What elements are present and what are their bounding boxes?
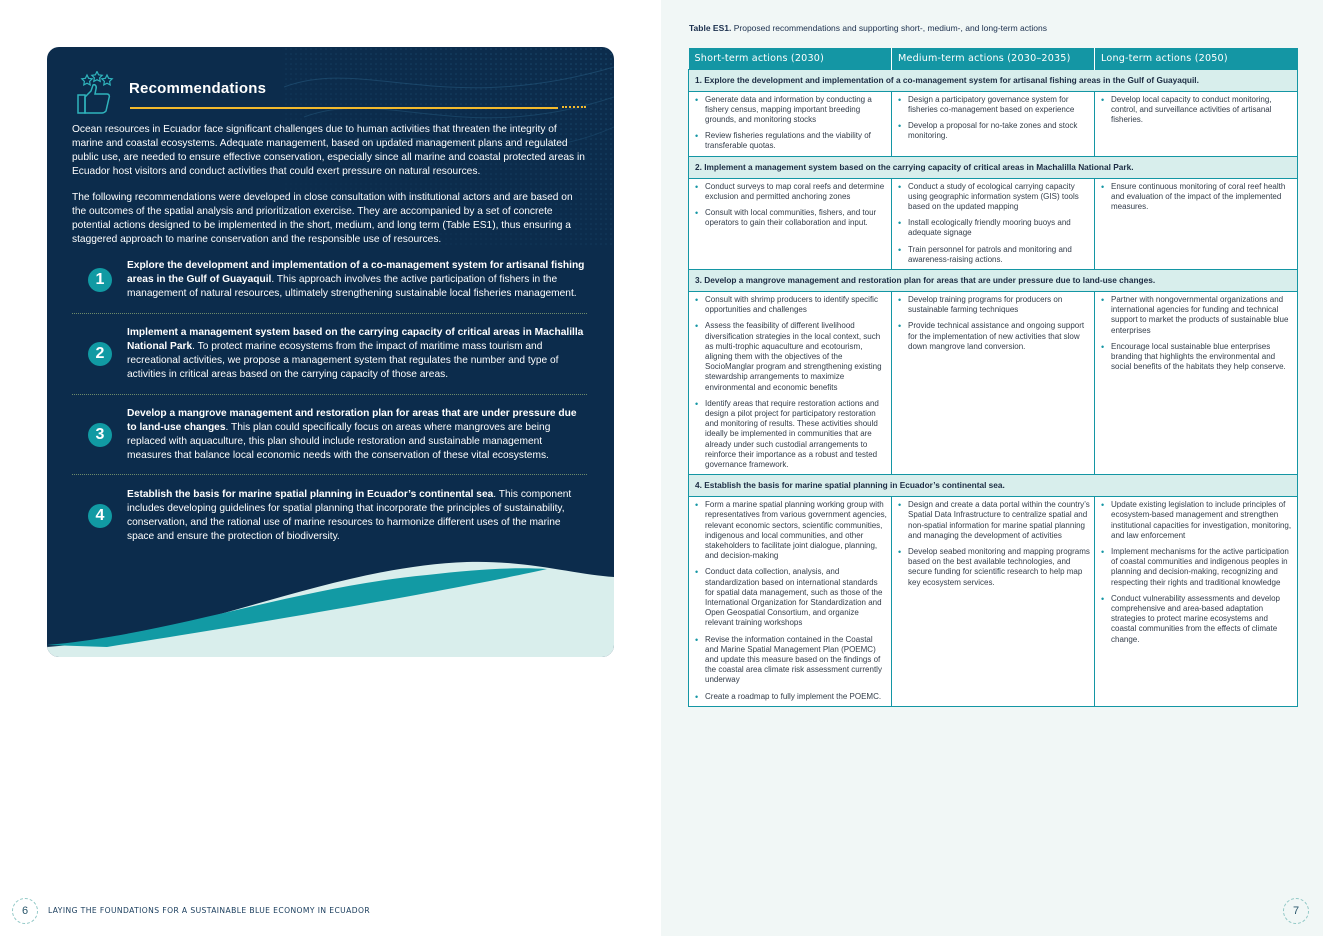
action-item: • Design a participatory governance system for fisheries co-management based on experience [898, 95, 1090, 115]
page-number-left: 6 [12, 898, 38, 924]
medium-term-cell [892, 291, 1095, 474]
action-item: • Encourage local sustainable blue enterprises branding that highlights the environmental and social benefits of the habitats they help conserve. [1101, 342, 1293, 373]
recommendation-rest: . To protect marine ecosystems from the impact of maritime mass tourism and recreational activities, we propose a management system that regulates the number and type of activities in critical areas based on the carrying capacity of those areas. [127, 341, 559, 380]
recommendations-title: Recommendations [129, 80, 267, 97]
action-item: • Conduct vulnerability assessments and develop comprehensive and area-based adaptation strategies to protect marine ecosystems and coastal communities from the effects of climate change. [1101, 594, 1293, 645]
number-badge: 1 [88, 268, 112, 292]
action-list [695, 295, 887, 470]
action-item: • Create a roadmap to fully implement the POEMC. [695, 692, 887, 702]
action-item: • Consult with shrimp producers to identify specific opportunities and challenges [695, 295, 887, 315]
short-term-cell [689, 291, 892, 474]
recommendation-text [127, 488, 587, 544]
actions-row [689, 178, 1298, 269]
table-header-row [689, 48, 1298, 69]
action-item: • Identify areas that require restoration actions and design a pilot project for participatory restoration and monitoring of results. These activities should ideally be implemented in communities that are already under such custodial arrangements to reinforce their importance as a robust and tested governance framework. [695, 399, 887, 470]
header-short-term: Short-term actions (2030) [689, 48, 892, 69]
action-item: • Review fisheries regulations and the viability of transferable quotas. [695, 131, 887, 151]
action-item: • Form a marine spatial planning working group with representatives from various government agencies, relevant economic sectors, scientific communities, indigenous and local communities, and other stakeholders to facilitate joint dialogue, planning, and decision-making [695, 500, 887, 561]
medium-term-cell [892, 497, 1095, 707]
short-term-cell [689, 178, 892, 269]
section-title: 2. Implement a management system based on the carrying capacity of critical areas in Machalilla National Park. [689, 156, 1298, 178]
action-list [695, 500, 887, 702]
wave-decoration [47, 557, 614, 657]
recommendation-rest: . This component includes developing guidelines for spatial planning that incorporate the principles of sustainability, conservation, and the rational use of marine resources to harmonize different uses of the marine space and ensure the protection of biodiversity. [127, 489, 572, 542]
title-underline-dots [562, 106, 586, 109]
medium-term-cell [892, 178, 1095, 269]
actions-row [689, 291, 1298, 474]
recommendation-bold: Establish the basis for marine spatial planning in Ecuador’s continental sea [127, 489, 494, 500]
long-term-cell [1095, 291, 1298, 474]
long-term-cell [1095, 91, 1298, 156]
table-caption-label: Table ES1. [689, 23, 732, 33]
action-item: • Install ecologically friendly mooring buoys and adequate signage [898, 218, 1090, 238]
recommendation-text [127, 259, 587, 301]
action-list [695, 95, 887, 152]
action-list [695, 182, 887, 229]
action-item: • Implement mechanisms for the active participation of coastal communities and indigenous peoples in planning and decision-making, recognizing and respecting their rights and traditional knowledge [1101, 547, 1293, 588]
section-title: 1. Explore the development and implementation of a co-management system for artisanal fishing areas in the Gulf of Guayaquil. [689, 69, 1298, 91]
action-item: • Ensure continuous monitoring of coral reef health and evaluation of the impact of the implemented measures. [1101, 182, 1293, 213]
recommendation-rest: . This plan could specifically focus on areas where mangroves are being replaced with aquaculture, this plan should include restoration and sustainable management measures that balance local economic needs with the conservation of these vital ecosystems. [127, 422, 551, 461]
action-item: • Update existing legislation to include principles of ecosystem-based management and strengthen institutional capacities for investigation, monitoring, and law enforcement [1101, 500, 1293, 541]
long-term-cell [1095, 178, 1298, 269]
action-list [898, 95, 1090, 142]
section-title: 4. Establish the basis for marine spatial planning in Ecuador’s continental sea. [689, 475, 1298, 497]
section-title: 3. Develop a mangrove management and restoration plan for areas that are under pressure due to land-use changes. [689, 269, 1298, 291]
intro-paragraph: The following recommendations were developed in close consultation with institutional actors and are based on the outcomes of the spatial analysis and prioritization exercise. They are accompanied by a set of concrete potential actions designed to be implemented in the short, medium, and long term (Table ES1), thus ensuring a staggered approach to marine conservation and the responsible use of resources. [72, 192, 573, 245]
footer-title: LAYING THE FOUNDATIONS FOR A SUSTAINABLE BLUE ECONOMY IN ECUADOR [48, 906, 371, 915]
actions-row [689, 497, 1298, 707]
action-item: • Develop seabed monitoring and mapping programs based on the best available technologies, and secure funding for scientific research to help map key ecosystem services. [898, 547, 1090, 588]
action-list [1101, 500, 1293, 645]
action-item: • Develop local capacity to conduct monitoring, control, and surveillance activities of artisanal fisheries. [1101, 95, 1293, 126]
header-medium-term: Medium-term actions (2030–2035) [892, 48, 1095, 69]
recommendation-bold: Develop a mangrove management and restoration plan for areas that are under pressure due to land-use changes [127, 408, 577, 433]
item-divider [72, 474, 587, 475]
item-divider [72, 313, 587, 314]
recommendation-bold: Explore the development and implementation of a co-management system for artisanal fishing areas in the Gulf of Guayaquil [127, 260, 585, 285]
actions-row [689, 91, 1298, 156]
table-caption [689, 23, 1047, 33]
actions-table [688, 48, 1298, 707]
action-item: • Consult with local communities, fishers, and tour operators to gain their collaboration and input. [695, 208, 887, 228]
action-item: • Revise the information contained in the Coastal and Marine Spatial Management Plan (POEMC) and update this measure based on the findings of the coastal area climate risk assessment currently underway [695, 635, 887, 686]
action-item: • Conduct surveys to map coral reefs and determine exclusion and permitted anchoring zones [695, 182, 887, 202]
table-body [689, 69, 1298, 706]
recommendation-rest: . This approach involves the active participation of fishers in the management of natural resources, ultimately strengthening sustainable local fisheries management. [127, 274, 577, 299]
recommendations-intro [72, 123, 587, 259]
action-item: • Provide technical assistance and ongoing support for the implementation of new activities that slow down mangrove land conversion. [898, 321, 1090, 352]
table-caption-text: Proposed recommendations and supporting short-, medium-, and long-term actions [731, 23, 1047, 33]
action-list [1101, 182, 1293, 213]
page-number-right: 7 [1283, 898, 1309, 924]
number-badge: 4 [88, 504, 112, 528]
short-term-cell [689, 91, 892, 156]
action-item: • Partner with nongovernmental organizations and international agencies for funding and technical support to market the products of sustainable blue enterprises [1101, 295, 1293, 336]
action-item: • Train personnel for patrols and monitoring and awareness-raising actions. [898, 245, 1090, 265]
action-list [898, 500, 1090, 588]
intro-paragraph: Ocean resources in Ecuador face significant challenges due to human activities that threaten the integrity of marine and coastal ecosystems. Adequate management, based on updated management plans and regulated public use, are needed to ensure effective conservation, especially since all marine and coastal protected areas in Ecuador host visitors and conduct activities that could exert pressure on natural resources. [72, 124, 585, 177]
number-badge: 2 [88, 342, 112, 366]
number-badge: 3 [88, 423, 112, 447]
title-underline [130, 107, 558, 109]
action-item: • Develop a proposal for no-take zones and stock monitoring. [898, 121, 1090, 141]
thumbs-up-stars-icon [75, 71, 121, 117]
action-item: • Design and create a data portal within the country’s Spatial Data Infrastructure to centralize spatial and non-spatial information for marine spatial planning and managing the development of activities [898, 500, 1090, 541]
section-title-row [689, 269, 1298, 291]
section-title-row [689, 69, 1298, 91]
short-term-cell [689, 497, 892, 707]
section-title-row [689, 156, 1298, 178]
header-long-term: Long-term actions (2050) [1095, 48, 1298, 69]
left-page [0, 0, 661, 936]
action-item: • Develop training programs for producers on sustainable farming techniques [898, 295, 1090, 315]
recommendation-text [127, 407, 587, 463]
recommendation-text [127, 326, 587, 382]
action-item: • Conduct a study of ecological carrying capacity using geographic information system (GIS) tools based on the updated mapping [898, 182, 1090, 213]
recommendation-bold: Implement a management system based on the carrying capacity of critical areas in Machalilla National Park [127, 327, 584, 352]
action-item: • Generate data and information by conducting a fishery census, mapping important breeding grounds, and monitoring stocks [695, 95, 887, 126]
item-divider [72, 394, 587, 395]
action-item: • Conduct data collection, analysis, and standardization based on international standards for spatial data management, such as those of the International Organization for Standardization and Open Geospatial Consortium, and organize relevant training workshops [695, 567, 887, 628]
action-item: • Assess the feasibility of different livelihood diversification strategies in the local context, such as multi-trophic aquaculture and ecotourism, aligning them with the objectives of the SocioManglar program and strengthening existing stewardship arrangements to maximize environmental and economic benefits [695, 321, 887, 392]
long-term-cell [1095, 497, 1298, 707]
medium-term-cell [892, 91, 1095, 156]
action-list [1101, 95, 1293, 126]
action-list [898, 182, 1090, 265]
recommendations-header [75, 71, 585, 117]
action-list [898, 295, 1090, 352]
action-list [1101, 295, 1293, 372]
section-title-row [689, 475, 1298, 497]
